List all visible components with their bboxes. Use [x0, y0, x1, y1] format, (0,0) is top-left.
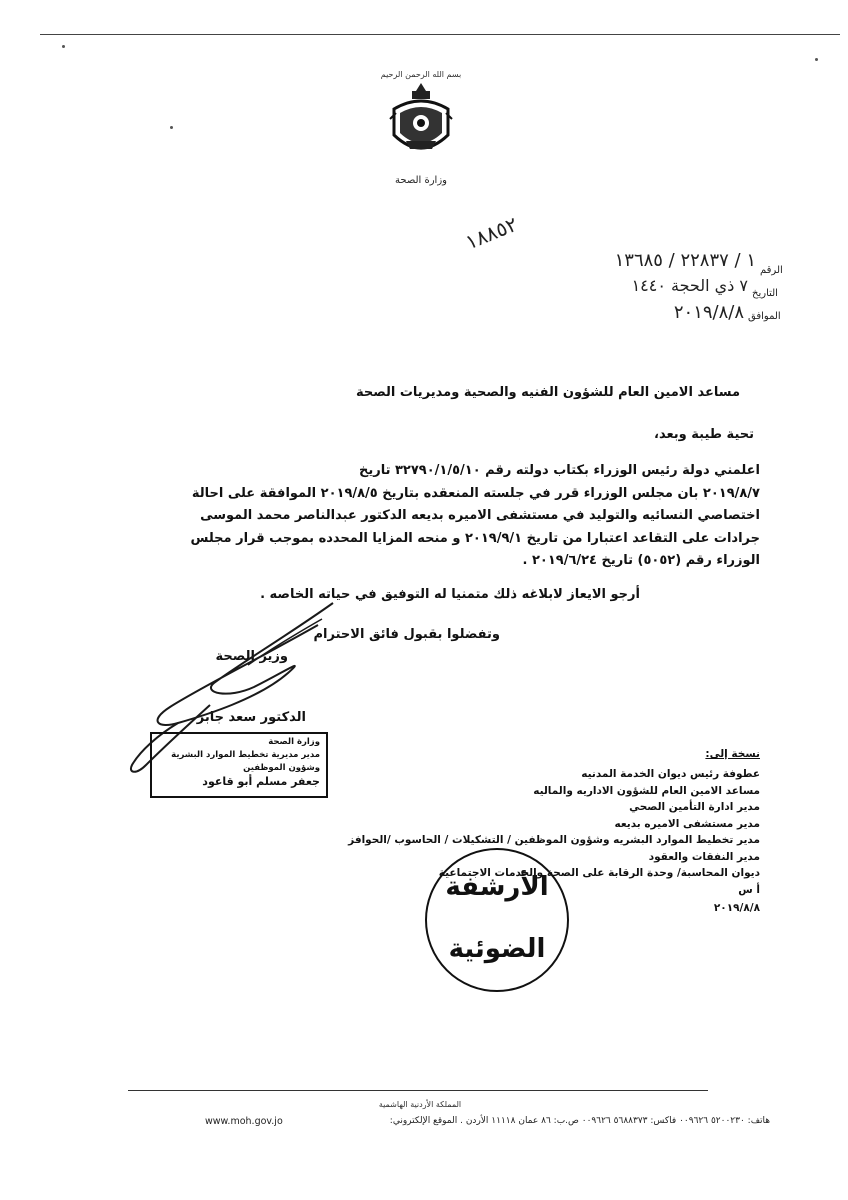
copy-recipient: عطوفة رئيس ديوان الخدمة المدنيه [581, 768, 760, 780]
archive-stamp-bottom: الضوئية [448, 934, 546, 964]
letter-body [150, 460, 760, 573]
letterhead [376, 70, 466, 210]
footer-website-link[interactable]: www.moh.gov.jo [205, 1116, 283, 1127]
closing-line: وتفضلوا بقبول فائق الاحترام [313, 627, 500, 642]
top-border-line [40, 34, 840, 35]
date-label: التاريخ [752, 288, 778, 299]
gregorian-date-value: ٢٠١٩/٨/٨ [673, 302, 744, 323]
footer-contact: هاتف: ٥٢٠٠٢٣٠ ٠٠٩٦٢٦ فاكس: ٥٦٨٨٣٧٣ ٠٠٩٦٢٦ ص.ب: ٨٦ عمان ١١١١٨ الأردن . الموقع الإلكتروني: [389, 1116, 770, 1126]
stamp-official-name: جعفر مسلم أبو قاعود [202, 775, 320, 788]
body-line: ٢٠١٩/٨/٧ بان مجلس الوزراء قرر في جلسته المنعقده بتاريخ ٢٠١٩/٨/٥ الموافقة على احالة [191, 485, 760, 501]
reference-number-label: الرقم [760, 265, 783, 276]
scan-speck [62, 45, 65, 48]
signatory-name: الدكتور سعد جابر [196, 710, 306, 725]
body-line: الوزراء رقم (٥٠٥٢) تاريخ ٢٠١٩/٦/٢٤ . [522, 553, 760, 568]
issue-date: ٢٠١٩/٨/٨ [713, 902, 760, 914]
stamp-line: مدير مديرية تخطيط الموارد البشرية [171, 750, 320, 760]
copy-recipient: مدير ادارة التأمين الصحي [629, 801, 760, 813]
scan-speck [815, 58, 818, 61]
hijri-date-value: ٧ ذي الحجة ١٤٤٠ [631, 276, 748, 295]
greeting: تحية طيبة وبعد، [654, 427, 754, 442]
stamp-line: وشؤون الموظفين [243, 763, 320, 773]
scan-speck [170, 126, 173, 129]
copy-recipient: مساعد الامين العام للشؤون الاداريه والماليه [533, 784, 760, 797]
body-line: اعلمني دولة رئيس الوزراء بكتاب دولته رقم ٣٢٧٩٠/١/٥/١٠ تاريخ [358, 463, 760, 478]
addressee: مساعد الامين العام للشؤون الفنيه والصحية ومديريات الصحة [355, 385, 740, 400]
copy-recipient: مدير مستشفى الاميره بديعه [614, 817, 760, 830]
jordan-coat-of-arms-icon [386, 79, 456, 169]
initials: أ س [738, 884, 760, 896]
archive-stamp [425, 848, 569, 992]
request-line: أرجو الايعاز لابلاغه ذلك متمنيا له التوفيق في حياته الخاصه . [260, 587, 640, 602]
reference-number-value: ١ / ٢٢٨٣٧ / ١٣٦٨٥ [614, 250, 756, 271]
copies-label: نسخة إلى: [705, 748, 760, 760]
body-line: جرادات على التقاعد اعتبارا من تاريخ ٢٠١٩/٩/١ و منحه المزايا المحدده بموجب قرار مجلس [190, 530, 760, 546]
basmala: بسم الله الرحمن الرحيم [380, 70, 462, 79]
copy-recipient: مدير النفقات والعقود [648, 850, 760, 863]
body-line: اختصاصي النسائيه والتوليد في مستشفى الاميره بديعه الدكتور عبدالناصر محمد الموسى [200, 508, 760, 523]
corresponding-label: الموافق [748, 311, 781, 322]
archive-stamp-top: الأرشفة [445, 872, 549, 902]
footer-kingdom: المملكة الأردنية الهاشمية [378, 1100, 462, 1109]
copy-recipient: مدير تخطيط الموارد البشريه وشؤون الموظفين / التشكيلات / الحاسوب /الحوافز [348, 834, 760, 846]
footer-divider [128, 1090, 708, 1091]
handwritten-registry-number: ١٨٨٥٢ [462, 211, 521, 255]
copy-recipient: ديوان المحاسبة/ وحدة الرقابة على الصحة والخدمات الاجتماعية [438, 867, 760, 879]
signatory-title: وزير الصحة [215, 649, 288, 664]
ministry-name: وزارة الصحة [395, 175, 447, 186]
stamp-line: وزارة الصحة [268, 737, 320, 747]
